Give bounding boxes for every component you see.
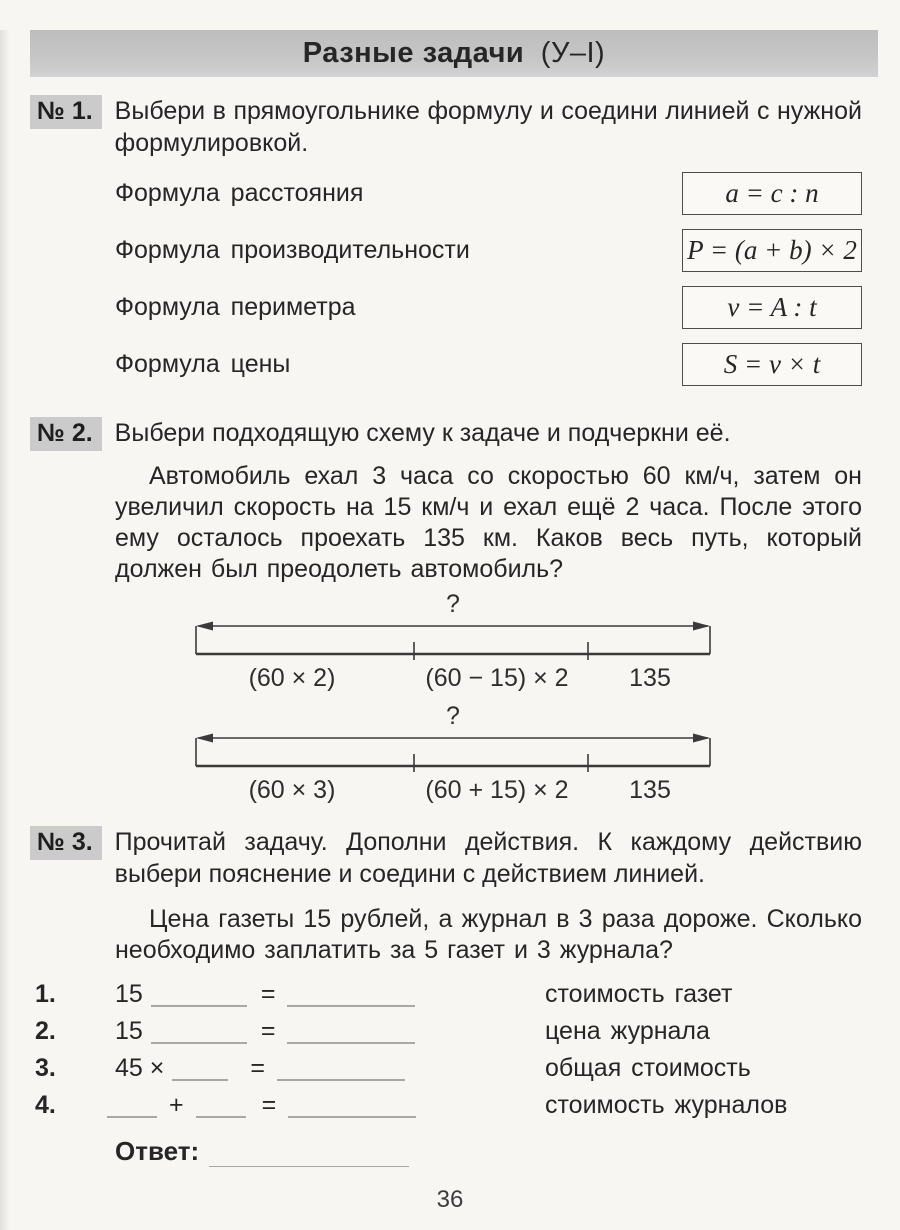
formula-label-price[interactable]: Формула цены (115, 350, 291, 378)
row2-given-value: 15 (115, 1017, 143, 1045)
task2-header (30, 417, 862, 451)
explanation-newspapers-cost[interactable]: стоимость газет (545, 980, 733, 1008)
arrow-right-icon (693, 734, 710, 743)
task3-prompt: Прочитай задачу. Дополни действия. К каждому действию выбери пояснение и соедини с действием линией. (114, 828, 862, 888)
scheme1-segment-label-3: 135 (629, 664, 671, 692)
formula-box-3[interactable]: v = A : t (682, 286, 862, 329)
scheme2-segment-label-2: (60 + 15) × 2 (425, 776, 569, 804)
row3-given-value: 45 × (115, 1054, 165, 1082)
scheme1-question-mark: ? (446, 590, 460, 618)
row4-result-blank[interactable] (288, 1094, 416, 1118)
task2-number-badge: № 2. (30, 417, 102, 451)
page-number: 36 (436, 1186, 464, 1213)
task1-prompt: Выбери в прямоугольнике формулу и соедини линией с нужной формулировкой. (114, 97, 862, 157)
row3-operand-blank[interactable] (172, 1057, 228, 1081)
row-number: 3. (35, 1054, 56, 1082)
action-row-3 (35, 1050, 862, 1087)
formula-pair-row (115, 336, 862, 393)
formula-box-4[interactable]: S = v × t (682, 343, 862, 386)
task1-number-badge: № 1. (30, 95, 102, 129)
row4-operand1-blank[interactable] (107, 1094, 157, 1118)
formula-pair-row (115, 165, 862, 222)
arrow-right-icon (693, 622, 710, 631)
row-number: 1. (35, 980, 56, 1008)
explanation-total-cost[interactable]: общая стоимость (545, 1054, 751, 1082)
scheme-option-1[interactable] (182, 590, 727, 694)
task2-prompt: Выбери подходящую схему к задаче и подчеркни её. (114, 419, 731, 447)
row3-result-blank[interactable] (277, 1057, 405, 1081)
formula-box-1[interactable]: a = c : n (682, 172, 862, 215)
equals-sign: = (260, 980, 276, 1008)
scheme2-question-mark: ? (446, 702, 460, 730)
task3-number-badge: № 3. (30, 826, 102, 860)
page-title-suffix: (У–I) (540, 37, 606, 69)
row2-result-blank[interactable] (287, 1020, 415, 1044)
arrow-left-icon (196, 622, 213, 631)
equals-sign: = (250, 1054, 265, 1082)
row4-operand2-blank[interactable] (196, 1094, 246, 1118)
row1-result-blank[interactable] (287, 983, 415, 1007)
equals-sign: = (260, 1017, 276, 1045)
page-header-banner (30, 30, 878, 77)
row-number: 2. (35, 1017, 56, 1045)
explanation-magazine-price[interactable]: цена журнала (545, 1017, 710, 1045)
row2-operation-blank[interactable] (151, 1020, 247, 1044)
task2-problem-text: Автомобиль ехал 3 часа со скоростью 60 км/ч, затем он увеличил скорость на 15 км/ч и ехал ещё 2 часа. После этого ему осталось проехать 135 км. Каков весь путь, который должен был преодолеть автомобиль? (115, 462, 862, 583)
answer-blank[interactable] (209, 1140, 409, 1167)
formula-label-distance[interactable]: Формула расстояния (115, 179, 364, 207)
scheme2-segment-label-3: 135 (629, 776, 671, 804)
task3-actions-list (35, 976, 862, 1124)
action-row-4 (35, 1087, 862, 1124)
action-row-2 (35, 1013, 862, 1050)
scheme1-segment-label-2: (60 − 15) × 2 (425, 664, 569, 692)
scheme1-segment-label-1: (60 × 2) (248, 664, 336, 692)
formula-pair-row (115, 279, 862, 336)
row1-given-value: 15 (115, 980, 143, 1008)
explanation-magazines-cost[interactable]: стоимость журналов (545, 1091, 788, 1119)
equals-sign: = (261, 1091, 277, 1119)
task3-problem-text: Цена газеты 15 рублей, а журнал в 3 раза дороже. Сколько необходимо заплатить за 5 газет и 3 журнала? (115, 905, 862, 964)
formula-label-perimeter[interactable]: Формула периметра (115, 293, 356, 321)
row-number: 4. (35, 1091, 56, 1119)
scheme2-segment-label-1: (60 × 3) (248, 776, 336, 804)
row1-operation-blank[interactable] (151, 983, 247, 1007)
page-title: Разные задачи (302, 37, 525, 69)
answer-label: Ответ: (115, 1136, 200, 1166)
task1-header (30, 95, 862, 159)
task3-header (30, 826, 862, 890)
plus-sign: + (169, 1091, 184, 1119)
action-row-1 (35, 976, 862, 1013)
formula-box-2[interactable]: P = (a + b) × 2 (682, 229, 862, 272)
scheme-option-2[interactable] (182, 702, 727, 806)
formula-pair-row (115, 222, 862, 279)
answer-row (115, 1136, 862, 1167)
formula-label-productivity[interactable]: Формула производительности (115, 236, 470, 264)
arrow-left-icon (196, 734, 213, 743)
task1-matching-area (115, 165, 862, 393)
